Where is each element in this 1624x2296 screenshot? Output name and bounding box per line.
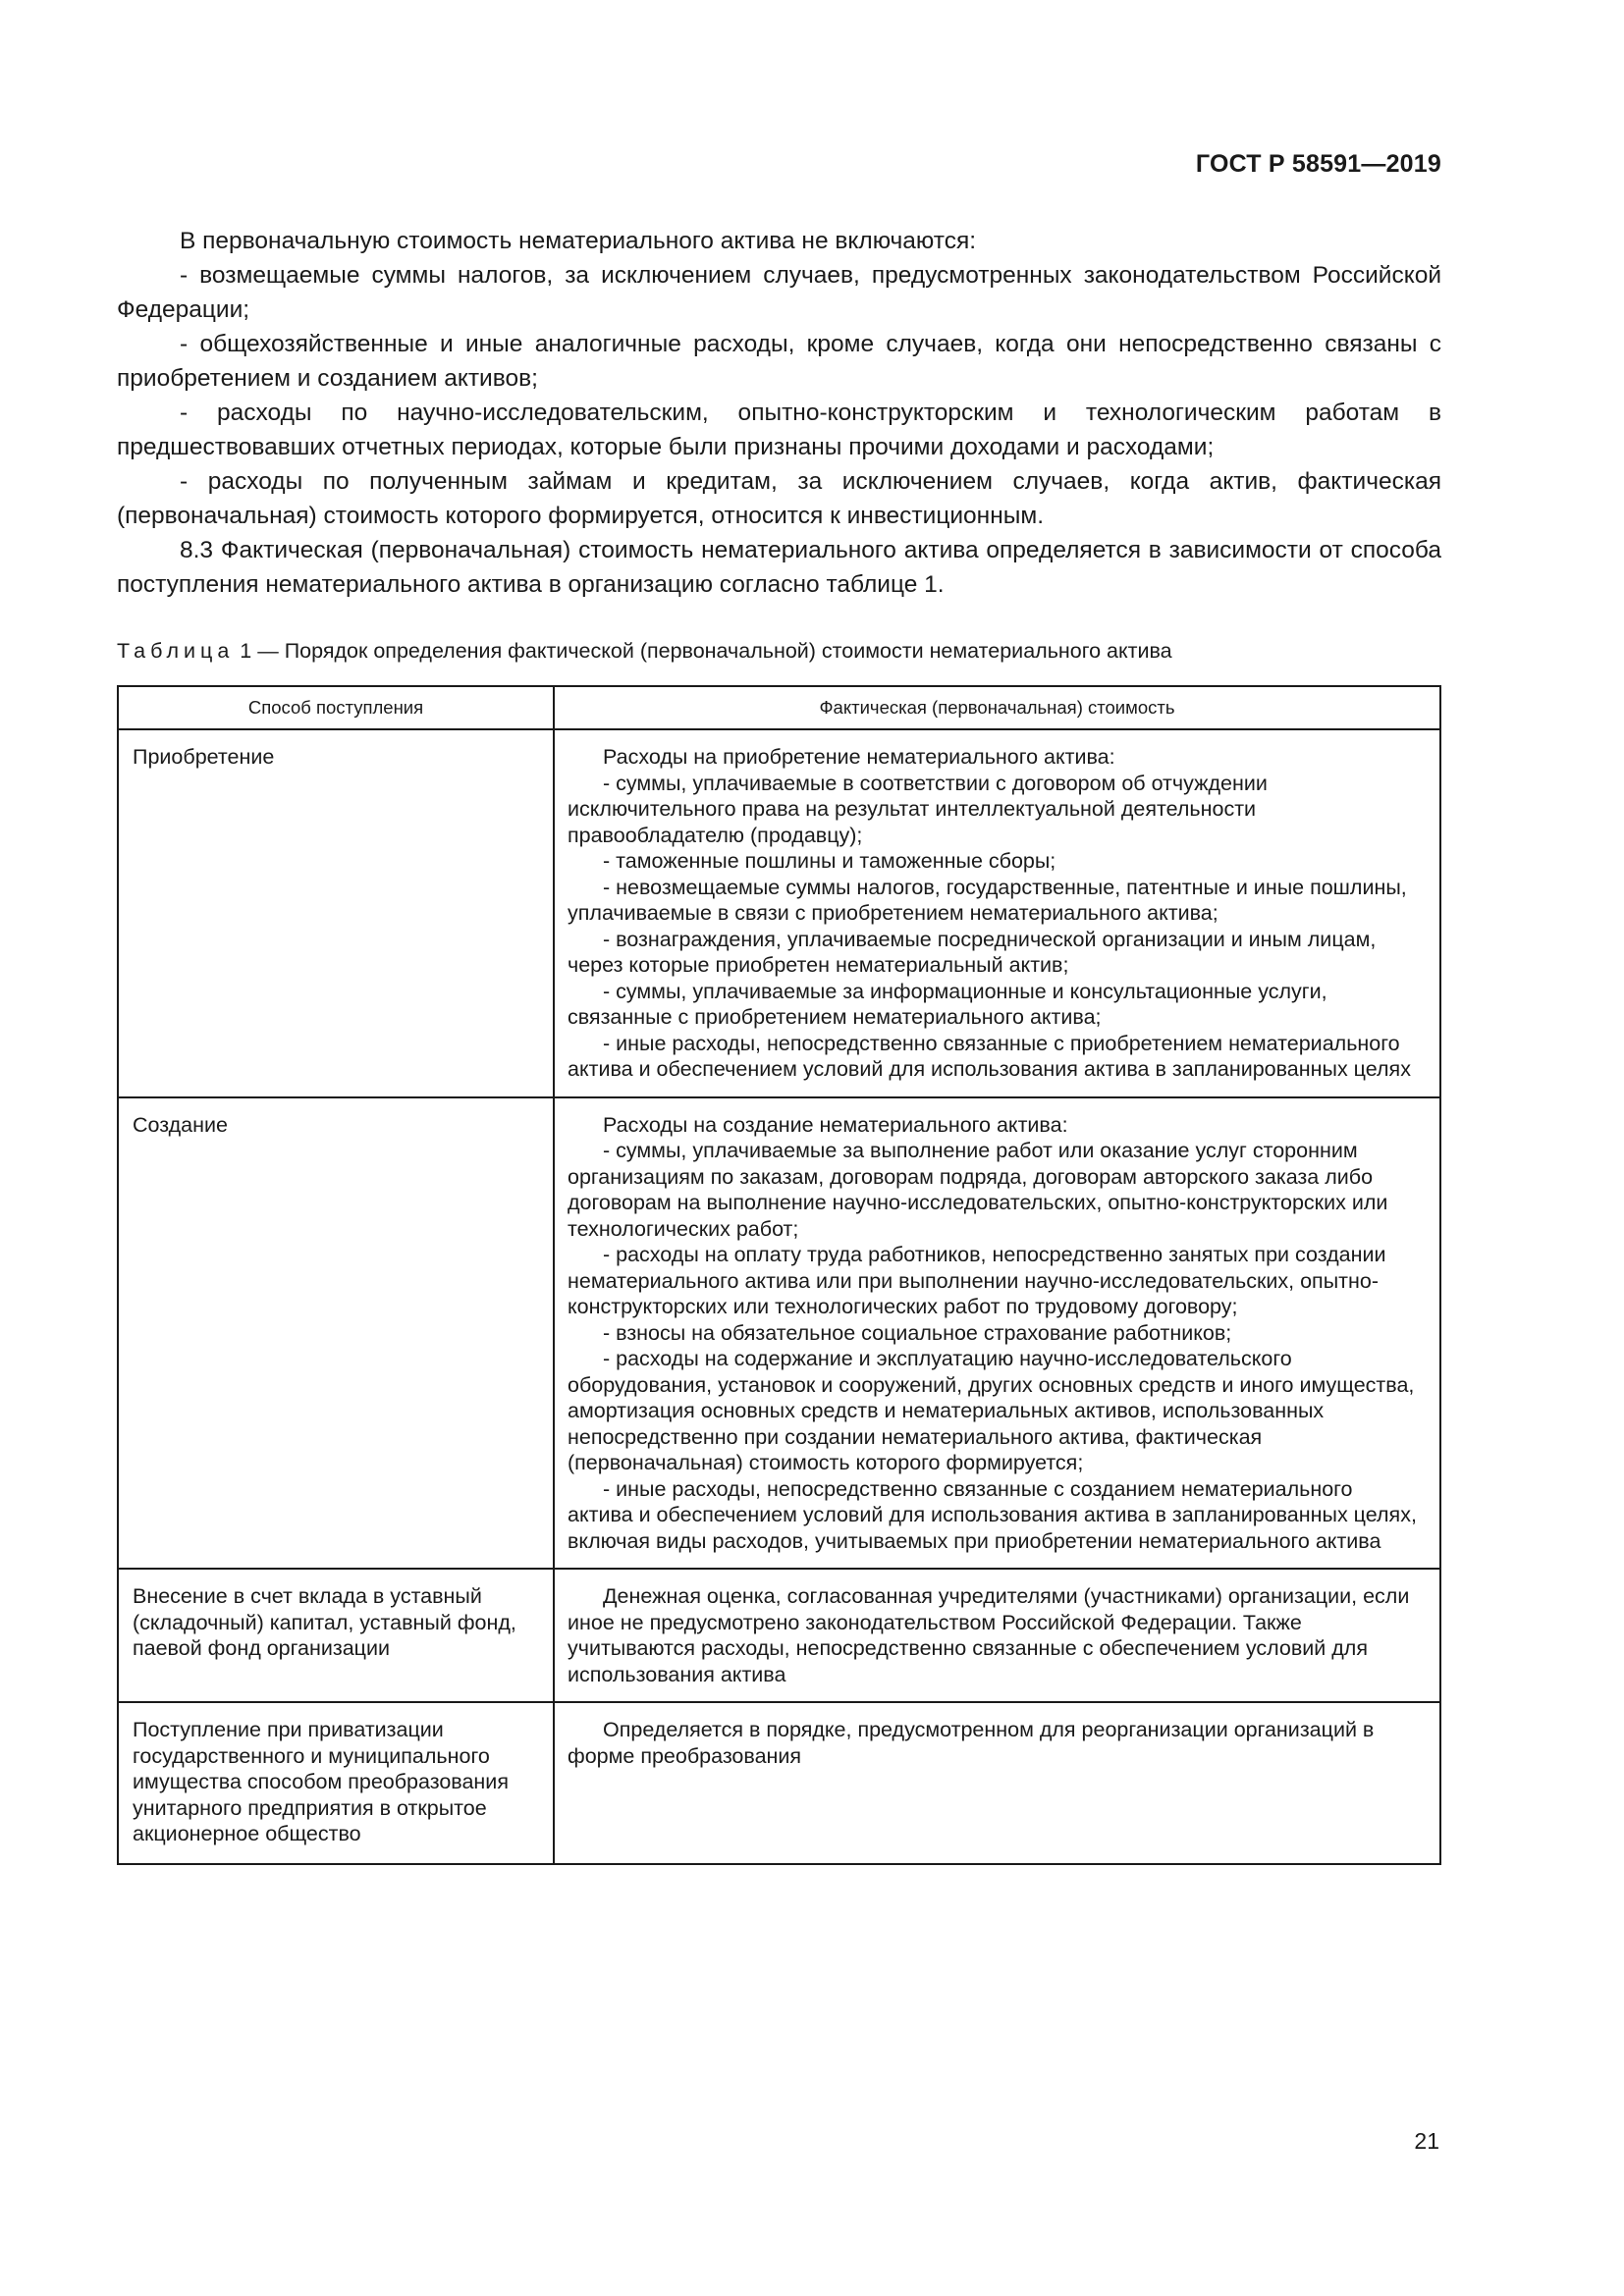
- cost-line: - взносы на обязательное социальное страхование работников;: [603, 1320, 1232, 1345]
- table-caption-text: 1 — Порядок определения фактической (первоначальной) стоимости нематериального актива: [240, 639, 1172, 663]
- cost-line: - суммы, уплачиваемые за информационные и консультационные услуги, связанные с приобретением нематериального актива;: [568, 979, 1327, 1029]
- table-caption: [117, 636, 1441, 666]
- cost-table: [117, 685, 1441, 1865]
- intro-text: [117, 224, 1441, 602]
- table-caption-label: Таблица: [117, 639, 235, 663]
- intro-paragraph: - расходы по полученным займам и кредитам, за исключением случаев, когда актив, фактическая (первоначальная) стоимость которого формируется, относится к инвестиционным.: [117, 468, 1441, 529]
- cost-cell: [554, 1702, 1440, 1864]
- cost-line: - суммы, уплачиваемые за выполнение работ или оказание услуг сторонним организациям по заказам, договорам подряда, договорам авторского заказа либо договорам на выполнение научно-исследовательских, опытно-конструкторских или технологических работ;: [568, 1139, 1388, 1241]
- page-number: 21: [1414, 2128, 1439, 2154]
- cost-line: Расходы на создание нематериального актива:: [603, 1112, 1068, 1137]
- cost-line: - расходы на оплату труда работников, непосредственно занятых при создании нематериального актива или при выполнении научно-исследовательских, опытно-конструкторских или технологических работ по трудовому договору;: [568, 1243, 1386, 1318]
- table-header-row: [118, 686, 1440, 729]
- cost-line: - вознаграждения, уплачиваемые посреднической организации и иным лицам, через которые приобретен нематериальный актив;: [568, 927, 1377, 977]
- cost-line: Расходы на приобретение нематериального актива:: [603, 745, 1115, 769]
- intro-paragraph: - расходы по научно-исследовательским, опытно-конструкторским и технологическим работам в предшествовавших отчетных периодах, которые были признаны прочими доходами и расходами;: [117, 400, 1441, 460]
- method-cell: Создание: [118, 1097, 554, 1570]
- method-cell: Поступление при приватизации государственного и муниципального имущества способом преобразования унитарного предприятия в открытое акционерное общество: [118, 1702, 554, 1864]
- method-cell: Внесение в счет вклада в уставный (складочный) капитал, уставный фонд, паевой фонд организации: [118, 1569, 554, 1702]
- cost-line: - невозмещаемые суммы налогов, государственные, патентные и иные пошлины, уплачиваемые в связи с приобретением нематериального актива;: [568, 875, 1407, 925]
- cost-line: - иные расходы, непосредственно связанные с созданием нематериального актива и обеспечением условий для использования актива в запланированных целях, включая виды расходов, учитываемых при приобретении нематериального актива: [568, 1476, 1417, 1553]
- table-row: [118, 1702, 1440, 1864]
- document-standard-number: ГОСТ Р 58591—2019: [1195, 150, 1441, 178]
- method-cell: Приобретение: [118, 729, 554, 1097]
- table-row: [118, 1097, 1440, 1570]
- table-row: [118, 1569, 1440, 1702]
- cost-cell: [554, 1569, 1440, 1702]
- intro-paragraph: - возмещаемые суммы налогов, за исключением случаев, предусмотренных законодательством Российской Федерации;: [117, 262, 1441, 323]
- cost-line: Денежная оценка, согласованная учредителями (участниками) организации, если иное не предусмотрено законодательством Российской Федерации. Также учитываются расходы, непосредственно связанные с обеспечением условий для использования актива: [568, 1584, 1410, 1686]
- table-row: [118, 729, 1440, 1097]
- cost-line: - таможенные пошлины и таможенные сборы;: [603, 849, 1056, 873]
- intro-paragraph: 8.3 Фактическая (первоначальная) стоимость нематериального актива определяется в зависимости от способа поступления нематериального актива в организацию согласно таблице 1.: [117, 537, 1441, 598]
- cost-line: - суммы, уплачиваемые в соответствии с договором об отчуждении исключительного права на результат интеллектуальной деятельности правообладателю (продавцу);: [568, 771, 1268, 847]
- cost-line: - расходы на содержание и эксплуатацию научно-исследовательского оборудования, установок и сооружений, других основных средств и иного имущества, амортизация основных средств и нематериальных активов, использованных непосредственно при создании нематериального актива, фактическая (первоначальная) стоимость которого формируется;: [568, 1347, 1415, 1474]
- cost-cell: [554, 729, 1440, 1097]
- cost-cell: [554, 1097, 1440, 1570]
- intro-paragraph: - общехозяйственные и иные аналогичные расходы, кроме случаев, когда они непосредственно связаны с приобретением и созданием активов;: [117, 331, 1441, 392]
- cost-line: - иные расходы, непосредственно связанные с приобретением нематериального актива и обеспечением условий для использования актива в запланированных целях: [568, 1031, 1411, 1081]
- intro-paragraph: В первоначальную стоимость нематериального актива не включаются:: [180, 228, 977, 254]
- header-method: Способ поступления: [118, 686, 554, 729]
- cost-line: Определяется в порядке, предусмотренном для реорганизации организаций в форме преобразования: [568, 1718, 1375, 1768]
- header-cost: Фактическая (первоначальная) стоимость: [554, 686, 1440, 729]
